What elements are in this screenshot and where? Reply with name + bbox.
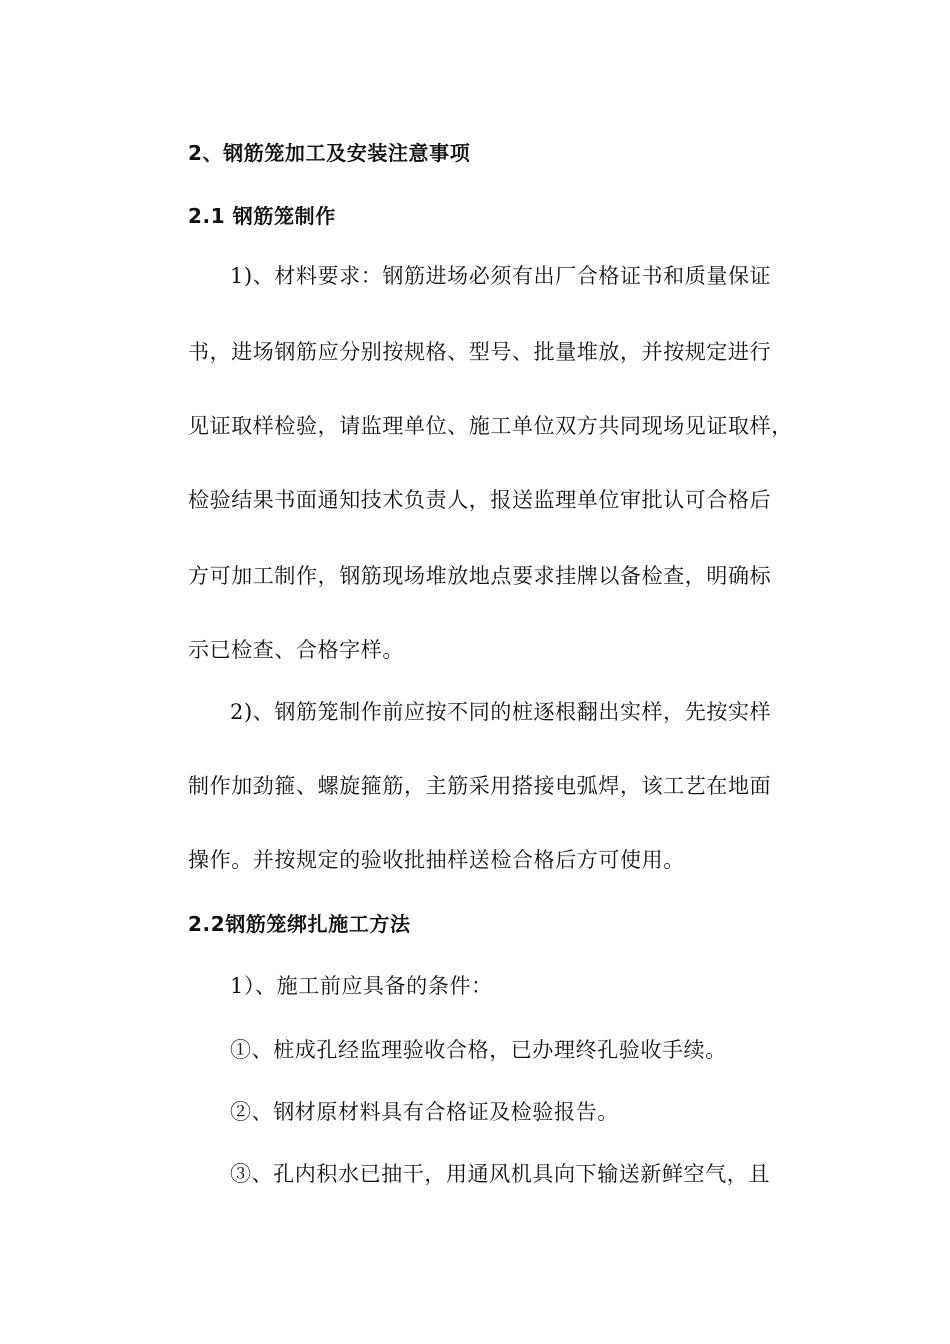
paragraph-line: 制作加劲箍、螺旋箍筋，主筋采用搭接电弧焊，该工艺在地面 [188, 774, 772, 798]
paragraph-line: 书，进场钢筋应分别按规格、型号、批量堆放，并按规定进行 [188, 340, 772, 364]
paragraph-line: 1)、材料要求：钢筋进场必须有出厂合格证书和质量保证 [230, 264, 772, 288]
list-item: ③、孔内积水已抽干，用通风机具向下输送新鲜空气，且 [230, 1162, 770, 1186]
paragraph-line: 2)、钢筋笼制作前应按不同的桩逐根翻出实样，先按实样 [230, 700, 772, 724]
list-item: ①、桩成孔经监理验收合格，已办理终孔验收手续。 [230, 1038, 727, 1062]
subsection-title-2-2: 2.2钢筋笼绑扎施工方法 [188, 912, 411, 936]
paragraph-line: 方可加工制作，钢筋现场堆放地点要求挂牌以备检查，明确标 [188, 564, 772, 588]
list-item: ②、钢材原材料具有合格证及检验报告。 [230, 1100, 619, 1124]
paragraph-line: 示已检查、合格字样。 [188, 638, 404, 662]
paragraph-line: 操作。并按规定的验收批抽样送检合格后方可使用。 [188, 848, 685, 872]
paragraph-line: 见证取样检验，请监理单位、施工单位双方共同现场见证取样， [188, 414, 793, 438]
list-item: 1）、施工前应具备的条件： [230, 974, 493, 998]
subsection-title-2-1: 2.1 钢筋笼制作 [188, 204, 336, 228]
paragraph-line: 检验结果书面通知技术负责人，报送监理单位审批认可合格后 [188, 488, 772, 512]
section-title: 2、钢筋笼加工及安装注意事项 [188, 141, 471, 165]
